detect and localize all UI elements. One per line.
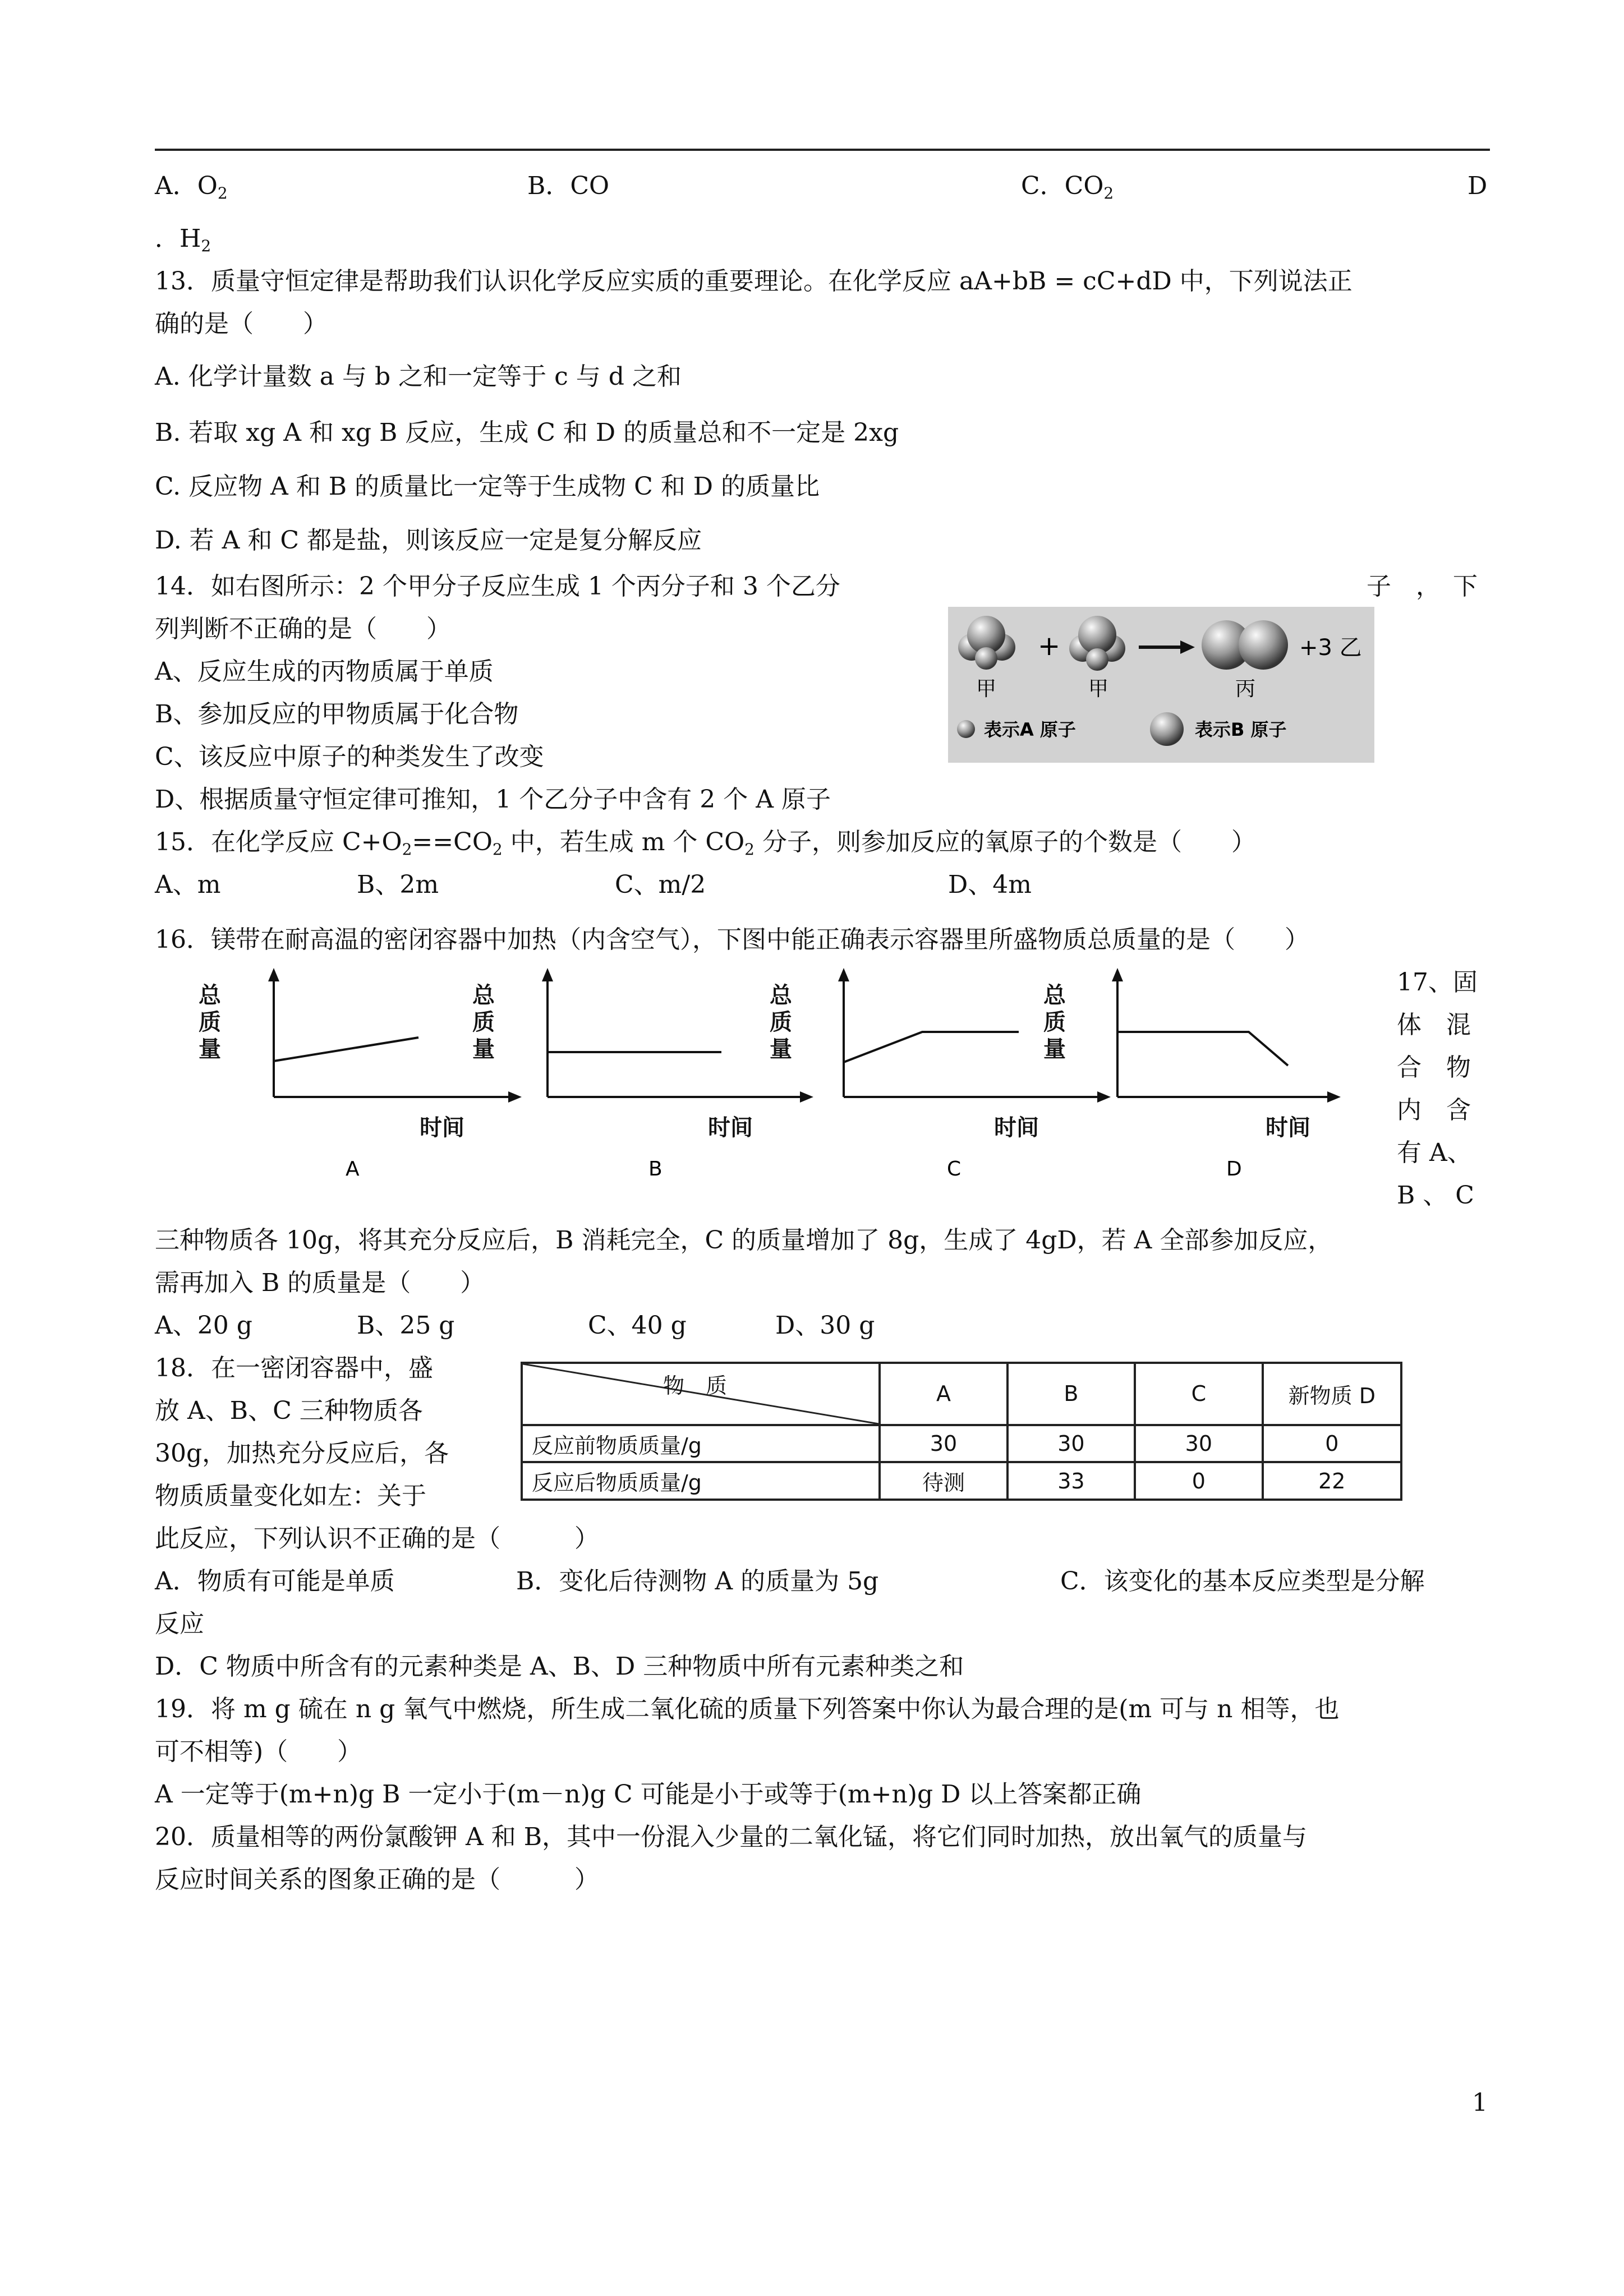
label-jia-1: 甲 [976, 677, 997, 700]
q17-side-6: B 、 C [1397, 1181, 1474, 1210]
q12-option-c: C．$CO_2$ [1021, 172, 1114, 202]
graph-a-ylabel-1: 总 [199, 983, 221, 1008]
q14-stem-line1: 14．如右图所示：2 个甲分子反应生成 1 个丙分子和 3 个乙分 [155, 572, 840, 601]
q15-option-a: A、m [155, 870, 221, 899]
graph-c-curve [844, 1032, 1019, 1062]
q17-side-3: 合 物 [1397, 1053, 1471, 1082]
graph-b [472, 968, 813, 1181]
q17-stem-line1: 三种物质各 10g，将其充分反应后，B 消耗完全，C 的质量增加了 8g，生成了 4gD，若 A 全部参加反应， [155, 1226, 1333, 1255]
table-row-label: 反应前物质质量/g [522, 1425, 880, 1463]
table-row [522, 1425, 1401, 1463]
q18-side-4: 物质质量变化如左：关于 [155, 1482, 426, 1510]
legend-atom-a-icon [957, 720, 975, 738]
q16-stem: 16．镁带在耐高温的密闭容器中加热（内含空气），下图中能正确表示容器里所盛物质总质量的是（ ） [155, 925, 1309, 954]
q15-option-b: B、2m [357, 870, 439, 899]
q17-option-c: C、40 g [588, 1311, 687, 1340]
table-header-c: C [1135, 1363, 1262, 1425]
table-cell: 22 [1263, 1462, 1401, 1500]
q13-stem-line2: 确的是（ ） [155, 310, 328, 338]
q17-side-5: 有 A、 [1397, 1138, 1472, 1167]
graph-b-xlabel: 时间 [708, 1115, 753, 1141]
q18-option-c-cont: 反应 [155, 1610, 204, 1638]
q17-option-d: D、30 g [775, 1311, 875, 1340]
q12-option-d: D [1467, 172, 1488, 200]
q17-option-a: A、20 g [155, 1311, 252, 1340]
plus-sign: + [1038, 630, 1061, 662]
q20-stem-line1: 20．质量相等的两份氯酸钾 A 和 B，其中一份混入少量的二氧化锰，将它们同时加热，放出氧气的质量与 [155, 1823, 1308, 1851]
label-jia-2: 甲 [1088, 677, 1109, 700]
q12-option-a: A．$O_2$ [155, 172, 228, 202]
graph-a-curve [274, 1038, 418, 1061]
q17-side-2: 体 混 [1397, 1011, 1471, 1039]
table-header-b: B [1007, 1363, 1135, 1425]
q18-side-1: 18．在一密闭容器中，盛 [155, 1354, 433, 1382]
q18-option-c: C．该变化的基本反应类型是分解 [1060, 1567, 1425, 1596]
legend-atom-b-icon [1150, 712, 1184, 746]
table-corner-label: 物 质 [663, 1373, 728, 1398]
q14-option-c: C、该反应中原子的种类发生了改变 [155, 743, 544, 771]
q14-molecule-figure [948, 607, 1374, 763]
legend-a-text: 表示A 原子 [984, 719, 1076, 740]
q13-option-c: C. 反应物 A 和 B 的质量比一定等于生成物 C 和 D 的质量比 [155, 472, 820, 501]
graph-b-ylabel-3: 量 [472, 1036, 495, 1062]
q18-option-b: B．变化后待测物 A 的质量为 5g [516, 1567, 879, 1596]
graph-a-caption: A [346, 1158, 360, 1181]
q17-stem-line2: 需再加入 B 的质量是（ ） [155, 1269, 485, 1297]
q18-side-2: 放 A、B、C 三种物质各 [155, 1396, 423, 1425]
table-cell: 30 [1007, 1425, 1135, 1463]
q18-data-table [521, 1362, 1402, 1501]
q15-stem: 15．在化学反应 $C+O_2==CO_2$ 中，若生成 m 个 $CO_2$ 分子，则参加反应的氧原子的个数是（ ） [155, 828, 1256, 859]
q12-option-d-cont: ．$H_2$ [155, 224, 211, 255]
graph-c-ylabel-3: 量 [770, 1036, 792, 1062]
table-corner-cell [522, 1363, 880, 1425]
graph-d [1043, 968, 1341, 1181]
graph-b-ylabel-2: 质 [472, 1009, 495, 1035]
graph-d-xlabel: 时间 [1266, 1115, 1310, 1141]
graph-d-curve [1117, 1032, 1288, 1066]
q15-option-d: D、4m [948, 870, 1032, 899]
table-row [522, 1462, 1401, 1500]
graph-c-caption: C [947, 1158, 961, 1181]
q19-options: A 一定等于(m+n)g B 一定小于(m－n)g C 可能是小于或等于(m+n)g D 以上答案都正确 [155, 1780, 1142, 1809]
graph-a-ylabel-3: 量 [199, 1036, 221, 1062]
graph-a-xlabel: 时间 [420, 1115, 464, 1141]
q14-option-a: A、反应生成的丙物质属于单质 [155, 657, 494, 686]
q16-graphs [155, 965, 1372, 1206]
table-header-d: 新物质 D [1263, 1363, 1401, 1425]
q13-option-a: A. 化学计量数 a 与 b 之和一定等于 c 与 d 之和 [155, 362, 682, 391]
q19-stem-line2: 可不相等)（ ） [155, 1737, 362, 1766]
q17-side-4: 内 含 [1397, 1096, 1471, 1124]
table-cell: 33 [1007, 1462, 1135, 1500]
plus-3-yi: +3 乙 [1299, 635, 1362, 661]
table-cell: 0 [1263, 1425, 1401, 1463]
q14-option-d: D、根据质量守恒定律可推知，1 个乙分子中含有 2 个 A 原子 [155, 785, 831, 814]
q14-stem-line2: 列判断不正确的是（ ） [155, 615, 451, 643]
q18-option-a: A．物质有可能是单质 [155, 1567, 395, 1596]
label-bing: 丙 [1235, 677, 1256, 700]
table-cell: 待测 [880, 1462, 1007, 1500]
graph-d-ylabel-1: 总 [1043, 983, 1066, 1008]
page-number: 1 [1472, 2088, 1488, 2117]
table-cell: 30 [880, 1425, 1007, 1463]
graph-c-ylabel-1: 总 [770, 983, 792, 1008]
table-row-label: 反应后物质质量/g [522, 1462, 880, 1500]
graph-a-ylabel-2: 质 [199, 1009, 221, 1035]
graph-c-ylabel-2: 质 [770, 1009, 792, 1035]
q15-option-c: C、m/2 [615, 870, 706, 899]
q13-stem-line1: 13．质量守恒定律是帮助我们认识化学反应实质的重要理论。在化学反应 aA+bB = cC+dD 中，下列说法正 [155, 267, 1352, 296]
graph-d-ylabel-3: 量 [1043, 1036, 1066, 1062]
graph-b-caption: B [648, 1158, 663, 1181]
graph-c-xlabel: 时间 [994, 1115, 1039, 1141]
q17-option-b: B、25 g [357, 1311, 455, 1340]
table-cell: 30 [1135, 1425, 1262, 1463]
legend-b-text: 表示B 原子 [1195, 719, 1287, 740]
q19-stem-line1: 19．将 m g 硫在 n g 氧气中燃烧，所生成二氧化硫的质量下列答案中你认为最合理的是(m 可与 n 相等，也 [155, 1695, 1340, 1723]
table-cell: 0 [1135, 1462, 1262, 1500]
q18-option-d: D．C 物质中所含有的元素种类是 A、B、D 三种物质中所有元素种类之和 [155, 1652, 964, 1681]
q18-side-3: 30g，加热充分反应后，各 [155, 1439, 449, 1468]
header-rule [155, 149, 1490, 151]
q14-option-b: B、参加反应的甲物质属于化合物 [155, 700, 519, 729]
table-header-a: A [880, 1363, 1007, 1425]
q20-stem-line2: 反应时间关系的图象正确的是（ ） [155, 1865, 599, 1894]
graph-b-ylabel-1: 总 [472, 983, 495, 1008]
q17-side-1: 17、固 [1397, 968, 1478, 997]
graph-d-caption: D [1226, 1158, 1242, 1181]
q13-option-b: B. 若取 xg A 和 xg B 反应，生成 C 和 D 的质量总和不一定是 2xg [155, 418, 899, 447]
q18-stem-line5: 此反应，下列认识不正确的是（ ） [155, 1524, 599, 1553]
graph-d-ylabel-2: 质 [1043, 1009, 1066, 1035]
q12-option-b: B．CO [527, 172, 610, 200]
q14-stem-line1-tail: 子 ， 下 [1367, 572, 1478, 601]
q13-option-d: D. 若 A 和 C 都是盐，则该反应一定是复分解反应 [155, 526, 702, 555]
